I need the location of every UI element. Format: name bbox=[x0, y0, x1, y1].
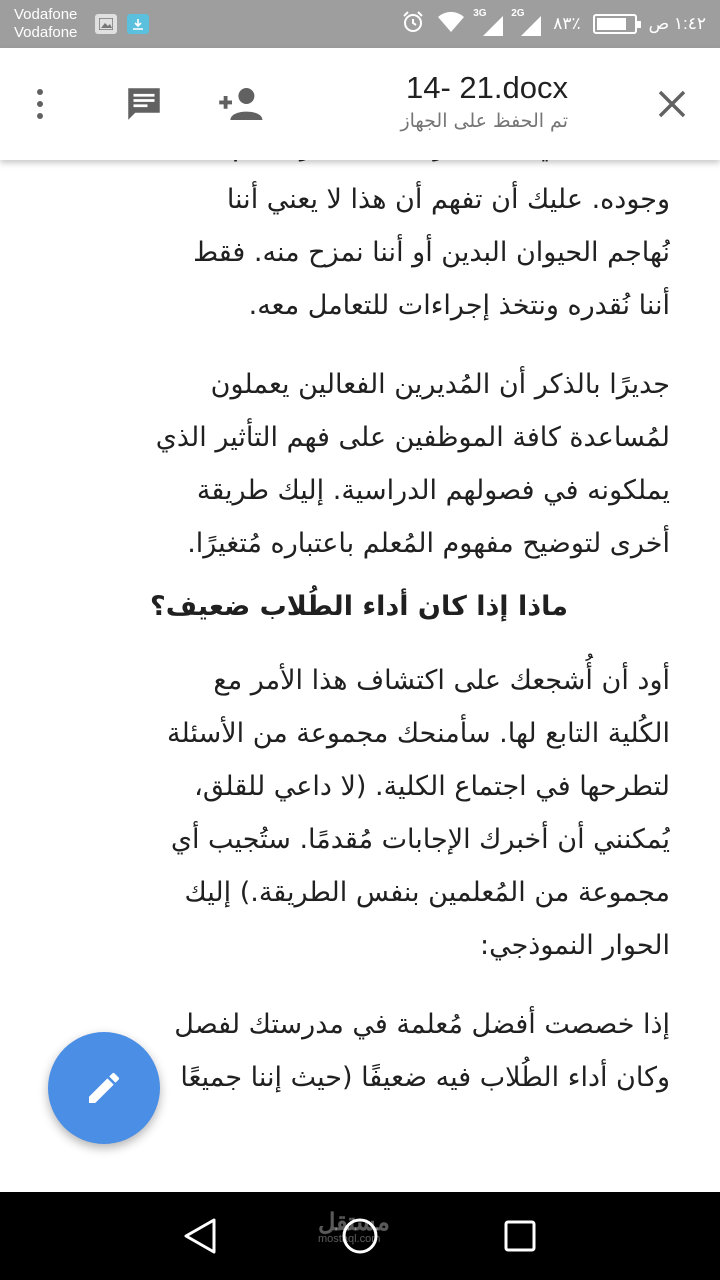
battery-percent: ٨٣٪ bbox=[553, 14, 581, 33]
text-line: مجموعة من المُعلمين بنفس الطريقة.) إليك bbox=[184, 877, 670, 908]
watermark-main: مستقل bbox=[318, 1209, 390, 1236]
gallery-icon bbox=[95, 14, 117, 34]
network-type-1: 3G bbox=[473, 8, 487, 19]
save-status: تم الحفظ على الجهاز bbox=[400, 110, 568, 132]
text-line: لمُساعدة كافة الموظفين على فهم التأثير الذي bbox=[155, 422, 670, 453]
document-title: 14- 21.docx bbox=[406, 70, 568, 105]
clock: ١:٤٢ ص bbox=[648, 14, 706, 33]
carrier-names bbox=[14, 6, 77, 42]
text-line: أننا نُقدره ونتخذ إجراءات للتعامل معه. bbox=[248, 290, 670, 321]
back-icon bbox=[182, 1217, 218, 1255]
app-bar bbox=[0, 48, 720, 160]
comment-icon bbox=[123, 83, 165, 125]
recent-apps-icon bbox=[502, 1218, 538, 1254]
battery-icon bbox=[593, 14, 637, 34]
close-icon bbox=[657, 89, 687, 119]
close-button[interactable] bbox=[642, 48, 702, 160]
document-title-block bbox=[400, 70, 568, 132]
text-line: وجوده. عليك أن تفهم أن هذا لا يعني أننا bbox=[226, 184, 670, 215]
text-line: نُهاجم الحيوان البدين أو أننا نمزح منه. فقط bbox=[193, 237, 670, 268]
comment-button[interactable] bbox=[104, 48, 184, 160]
status-bar bbox=[0, 0, 720, 48]
status-right bbox=[401, 10, 706, 39]
recent-apps-button[interactable] bbox=[496, 1212, 544, 1260]
watermark-sub: mostaql.com bbox=[318, 1233, 381, 1245]
edit-fab-button[interactable] bbox=[48, 1032, 160, 1144]
add-person-icon bbox=[216, 84, 264, 124]
text-line: إذا خصصت أفضل مُعلمة في مدرستك لفصل bbox=[174, 1009, 670, 1040]
text-line: أخرى لتوضيح مفهوم المُعلم باعتباره مُتغيرًا. bbox=[187, 528, 670, 559]
notification-icons bbox=[95, 14, 149, 34]
back-button[interactable] bbox=[176, 1212, 224, 1260]
watermark-logo bbox=[318, 1208, 390, 1245]
navigation-bar bbox=[0, 1192, 720, 1280]
more-vert-icon bbox=[37, 89, 43, 119]
share-button[interactable] bbox=[200, 48, 280, 160]
text-line: وكان أداء الطُلاب فيه ضعيفًا (حيث إننا جميعًا bbox=[180, 1062, 670, 1093]
wifi-icon bbox=[437, 11, 465, 38]
text-line: جديرًا بالذكر أن المُديرين الفعالين يعملون bbox=[210, 369, 670, 400]
text-line: الكُلية التابع لها. سأمنحك مجموعة من الأسئلة bbox=[167, 718, 670, 749]
text-line: لتطرحها في اجتماع الكلية. (لا داعي للقلق، bbox=[194, 771, 670, 802]
alarm-icon bbox=[401, 10, 425, 39]
carrier-1: Vodafone bbox=[14, 6, 78, 23]
text-line: يُمكنني أن أخبرك الإجابات مُقدمًا. ستُجيب أي bbox=[170, 824, 670, 855]
network-type-2: 2G bbox=[511, 8, 525, 19]
section-heading: ماذا إذا كان أداء الطُلاب ضعيف؟ bbox=[150, 591, 568, 622]
edit-pencil-icon bbox=[84, 1068, 124, 1108]
more-options-button[interactable] bbox=[0, 48, 80, 160]
text-line: يملكونه في فصولهم الدراسية. إليك طريقة bbox=[196, 475, 670, 506]
carrier-2: Vodafone bbox=[14, 24, 78, 41]
document-content[interactable] bbox=[48, 120, 670, 1192]
text-line: أود أن أُشجعك على اكتشاف هذا الأمر مع bbox=[213, 665, 670, 696]
download-icon bbox=[127, 14, 149, 34]
signal-icon-1 bbox=[473, 8, 503, 36]
signal-icon-2 bbox=[511, 8, 541, 36]
text-line: الحوار النموذجي: bbox=[480, 930, 670, 961]
